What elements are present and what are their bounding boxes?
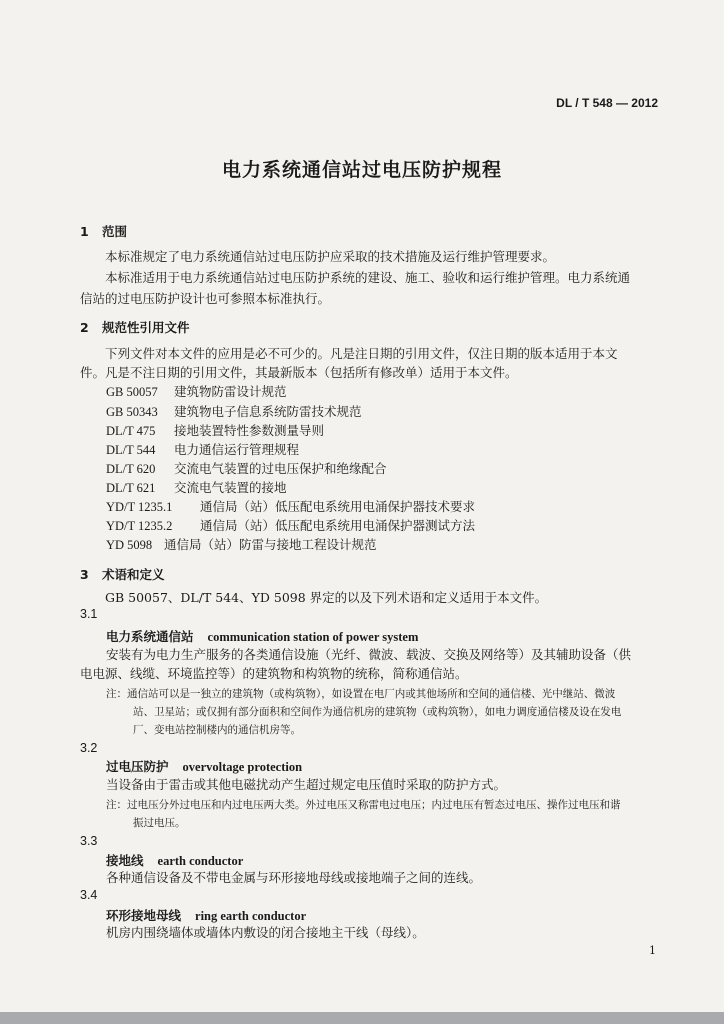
reference-code: DL/T 620 <box>106 462 156 476</box>
clause-number: 3.2 <box>80 741 98 755</box>
reference-code: YD/T 1235.1 <box>106 500 173 514</box>
reference-code: DL/T 621 <box>106 481 156 495</box>
scope-paragraph-2-line-2: 信站的过电压防护设计也可参照本标准执行。 <box>80 291 331 306</box>
section-1-heading <box>80 222 127 240</box>
section-number: 2 <box>80 320 89 335</box>
reference-item <box>106 421 324 439</box>
normative-intro-line-1: 下列文件对本文件的应用是必不可少的。凡是注日期的引用文件，仅注日期的版本适用于本文 <box>105 346 618 361</box>
normative-intro-line-2: 件。凡是不注日期的引用文件，其最新版本（包括所有修改单）适用于本文件。 <box>80 365 518 380</box>
section-title: 范围 <box>102 224 128 239</box>
reference-item <box>106 516 475 534</box>
reference-title: 通信局（站）防雷与接地工程设计规范 <box>164 537 377 552</box>
section-title: 规范性引用文件 <box>102 320 190 335</box>
definition-line: 电电源、线缆、环境监控等）的建筑物和构筑物的统称，简称通信站。 <box>80 666 468 681</box>
section-2-heading <box>80 318 190 336</box>
page-number: 1 <box>649 944 656 957</box>
scope-paragraph-1: 本标准规定了电力系统通信站过电压防护应采取的技术措施及运行维护管理要求。 <box>105 249 556 264</box>
reference-title: 通信局（站）低压配电系统用电涌保护器技术要求 <box>200 499 476 514</box>
term-english: ring earth conductor <box>195 909 307 923</box>
section-number: 1 <box>80 224 89 239</box>
reference-code: GB 50343 <box>106 405 158 419</box>
note-line: 振过电压。 <box>133 817 186 829</box>
term-heading <box>106 627 418 645</box>
reference-title: 建筑物防雷设计规范 <box>174 384 287 399</box>
reference-title: 建筑物电子信息系统防雷技术规范 <box>174 404 362 419</box>
reference-title: 电力通信运行管理规程 <box>174 442 300 457</box>
term-heading <box>106 851 243 869</box>
reference-item <box>106 402 362 420</box>
note-line: 厂、变电站控制楼内的通信机房等。 <box>133 724 301 736</box>
definition-line: 各种通信设备及不带电金属与环形接地母线或接地端子之间的连线。 <box>106 870 482 885</box>
section-title: 术语和定义 <box>102 567 165 582</box>
note-line: 站、卫星站；或仅拥有部分面积和空间作为通信机房的建筑物（或构筑物），如电力调度通信楼及设在发电 <box>133 706 622 718</box>
reference-title: 交流电气装置的过电压保护和绝缘配合 <box>174 461 387 476</box>
reference-title: 通信局（站）低压配电系统用电涌保护器测试方法 <box>200 518 476 533</box>
term-chinese: 接地线 <box>106 853 144 868</box>
scope-paragraph-2-line-1: 本标准适用于电力系统通信站过电压防护系统的建设、施工、验收和运行维护管理。电力系统通 <box>105 270 631 285</box>
reference-item <box>106 478 287 496</box>
reference-item <box>106 459 387 477</box>
note-line: 注：过电压分外过电压和内过电压两大类。外过电压又称雷电过电压；内过电压有暂态过电压、操作过电压和谐 <box>106 799 621 811</box>
reference-item <box>106 382 287 400</box>
section-number: 3 <box>80 567 89 582</box>
term-chinese: 电力系统通信站 <box>106 629 194 644</box>
term-chinese: 过电压防护 <box>106 759 169 774</box>
section-3-heading <box>80 565 165 583</box>
definition-line: 安装有为电力生产服务的各类通信设施（光纤、微波、载波、交换及网络等）及其辅助设备（供 <box>106 647 632 662</box>
term-chinese: 环形接地母线 <box>106 908 182 923</box>
note-line: 注：通信站可以是一独立的建筑物（或构筑物），如设置在电厂内或其他场所和空间的通信楼、光中继站、微波 <box>106 688 616 700</box>
term-english: overvoltage protection <box>182 760 303 774</box>
clause-number: 3.3 <box>80 834 98 848</box>
standard-number: DL / T 548 — 2012 <box>556 96 658 110</box>
reference-code: YD/T 1235.2 <box>106 519 173 533</box>
definition-line: 当设备由于雷击或其他电磁扰动产生超过规定电压值时采取的防护方式。 <box>106 777 507 792</box>
scan-edge <box>0 1012 724 1024</box>
definition-line: 机房内围绕墙体或墙体内敷设的闭合接地主干线（母线）。 <box>106 925 425 940</box>
reference-title: 接地装置特性参数测量导则 <box>174 423 325 438</box>
term-english: communication station of power system <box>207 630 419 644</box>
reference-code: GB 50057 <box>106 385 158 399</box>
reference-item <box>106 535 377 553</box>
clause-number: 3.4 <box>80 888 98 902</box>
term-heading <box>106 906 306 924</box>
reference-code: YD 5098 <box>106 538 153 552</box>
clause-number: 3.1 <box>80 607 98 621</box>
document-title: 电力系统通信站过电压防护规程 <box>221 159 502 181</box>
reference-code: DL/T 475 <box>106 424 156 438</box>
reference-code: DL/T 544 <box>106 443 156 457</box>
reference-item <box>106 440 299 458</box>
reference-title: 交流电气装置的接地 <box>174 480 287 495</box>
term-english: earth conductor <box>157 854 244 868</box>
term-heading <box>106 757 302 775</box>
reference-item <box>106 497 475 515</box>
terms-intro: GB 50057、DL/T 544、YD 5098 界定的以及下列术语和定义适用于本文件。 <box>105 590 548 605</box>
